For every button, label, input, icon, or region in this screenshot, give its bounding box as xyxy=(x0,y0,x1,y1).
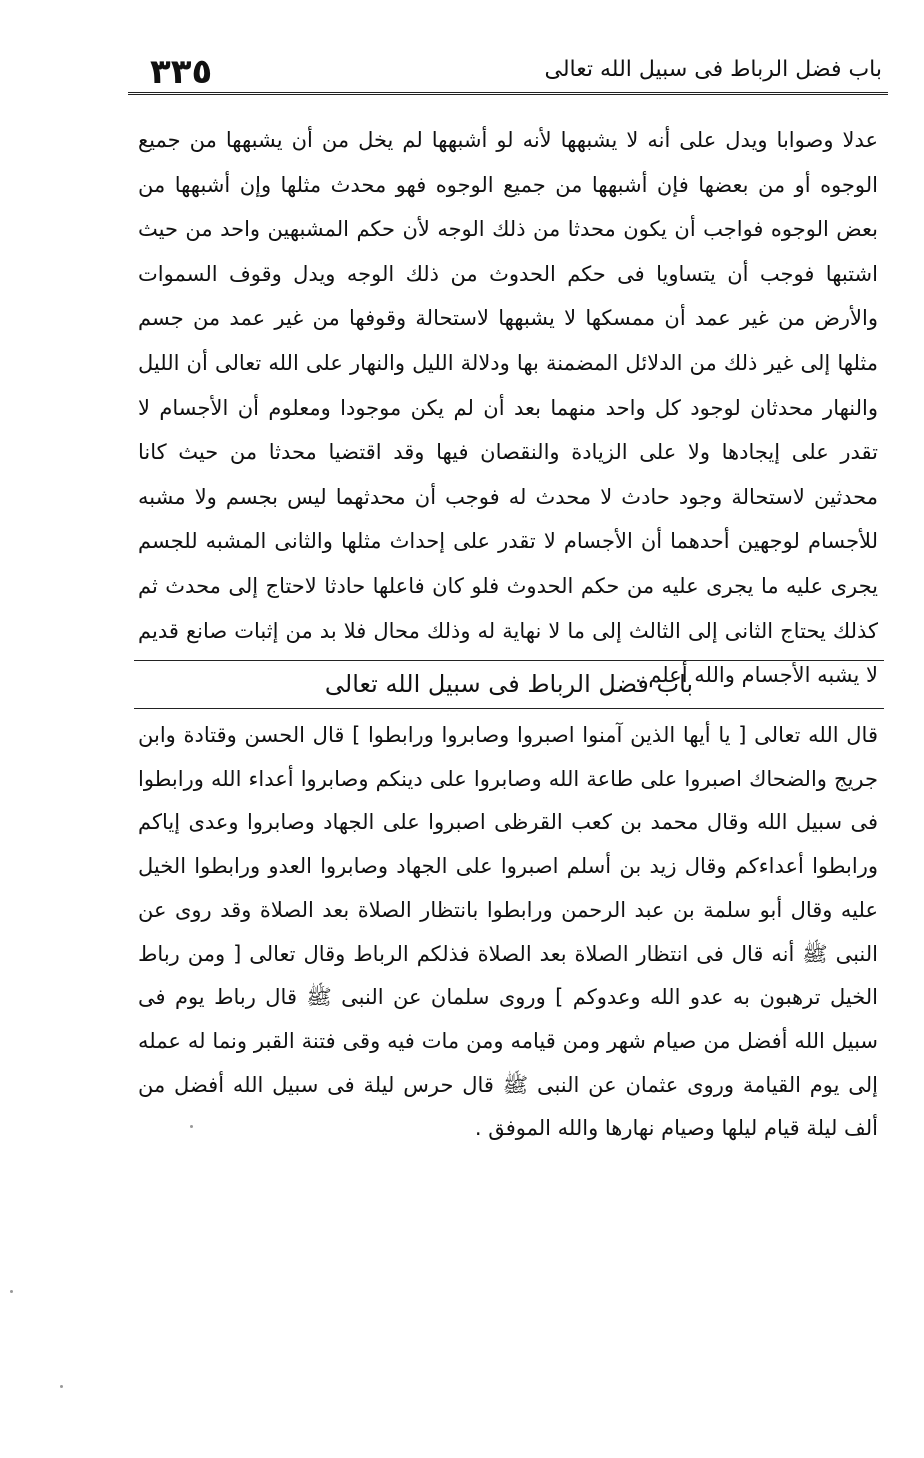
body-text-bottom xyxy=(138,714,878,1154)
header-rule xyxy=(128,92,888,95)
chapter-heading: باب فضل الرباط فى سبيل الله تعالى xyxy=(324,670,694,698)
paragraph-top: عدلا وصوابا ويدل على أنه لا يشبهها لأنه لو أشبهها لم يخل من أن يشبهها من جميع الوجوه أو من بعضها فإن أشبهها من جميع الوجوه فهو محدث مثلها وإن أشبهها من بعض الوجوه فواجب أن يكون محدثا من ذلك الوجه لأن حكم المشبهين واحد من حيث اشتبها فوجب أن يتساويا فى حكم الحدوث من ذلك الوجه ويدل وقوف السموات والأرض من غير عمد أن ممسكها لا يشبهها لاستحالة وقوفها من غير عمد من جسم مثلها إلى غير ذلك من الدلائل المضمنة بها ودلالة الليل والنهار على الله تعالى أن الليل والنهار محدثان لوجود كل واحد منهما بعد أن لم يكن موجودا ومعلوم أن الأجسام لا تقدر على إيجادها ولا على الزيادة والنقصان فيها وقد اقتضيا محدثا من حيث كانا محدثين لاستحالة وجود حادث لا محدث له فوجب أن محدثهما ليس بجسم ولا مشبه للأجسام لوجهين أحدهما أن الأجسام لا تقدر على إحداث مثلها والثانى المشبه للجسم يجرى عليه ما يجرى عليه من حكم الحدوث فلو كان فاعلها حادثا لاحتاج إلى محدث ثم كذلك يحتاج الثانى إلى الثالث إلى ما لا نهاية له وذلك محال فلا بد من إثبات صانع قديم لا يشبه الأجسام والله أعلم . xyxy=(138,128,878,688)
page-number: ٣٣٥ xyxy=(150,52,213,92)
paragraph-bottom: قال الله تعالى [ يا أيها الذين آمنوا اصبروا وصابروا ورابطوا ] قال الحسن وقتادة وابن جريج والضحاك اصبروا على طاعة الله وصابروا على دينكم وصابروا أعداء الله ورابطوا فى سبيل الله وقال محمد بن كعب القرظى اصبروا على الجهاد وصابروا وعدى إياكم ورابطوا أعداءكم وقال زيد بن أسلم اصبروا على الجهاد وصابروا العدو ورابطوا الخيل عليه وقال أبو سلمة بن عبد الرحمن ورابطوا بانتظار الصلاة بعد الصلاة وقد روى عن النبى ﷺ أنه قال فى انتظار الصلاة بعد الصلاة فذلكم الرباط وقال تعالى [ ومن رباط الخيل ترهبون به عدو الله وعدوكم ] وروى سلمان عن النبى ﷺ قال رباط يوم فى سبيل الله أفضل من صيام شهر ومن قيامه ومن مات فيه وقى فتنة القبر ونما له عمله إلى يوم القيامة وروى عثمان عن النبى ﷺ قال حرس ليلة فى سبيل الله أفضل من ألف ليلة قيام ليلها وصيام نهارها والله الموفق . xyxy=(138,723,878,1141)
scan-speck xyxy=(60,1385,63,1388)
scan-speck xyxy=(190,1125,193,1128)
scan-speck xyxy=(10,1290,13,1293)
section-divider-bottom xyxy=(134,708,884,709)
section-divider-top xyxy=(134,660,884,661)
page-header xyxy=(128,40,888,96)
running-title: باب فضل الرباط فى سبيل الله تعالى xyxy=(544,57,882,82)
